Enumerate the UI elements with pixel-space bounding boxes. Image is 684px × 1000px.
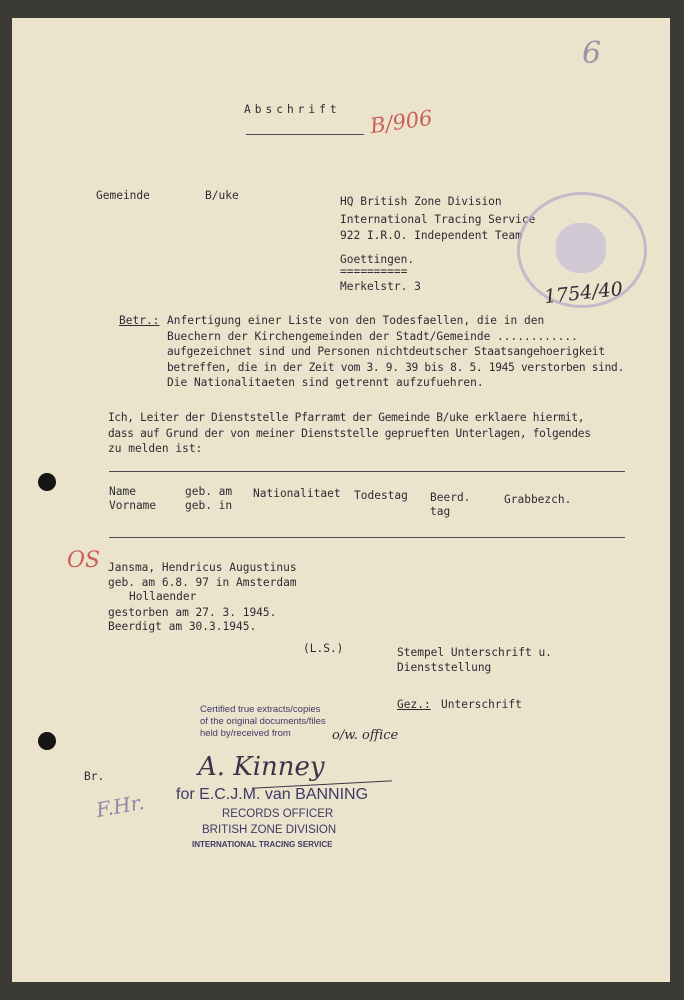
table-bottom-rule [109,537,625,538]
addressee-line-1: HQ British Zone Division [340,195,502,208]
column-header-nationalitaet: Nationalitaet [253,487,341,500]
subject-line-1: Anfertigung einer Liste von den Todesfaellen, die in den [167,314,545,327]
title-underline [246,134,364,135]
addressee-line-3: 922 I.R.O. Independent Team [340,229,522,242]
column-header-beerd: Beerd. [430,491,471,504]
column-header-name: Name [109,485,136,498]
addressee-city-underline: ========== [340,265,408,278]
certification-line-2: of the original documents/files [200,716,326,727]
officer-service: INTERNATIONAL TRACING SERVICE [192,840,333,849]
officer-for-line: for E.C.J.M. van BANNING [176,786,369,803]
stamp-crest-icon [556,223,606,273]
addressee-street: Merkelstr. 3 [340,280,421,293]
subject-line-5: Die Nationalitaeten sind getrennt aufzufuehren. [167,376,484,389]
punch-hole-top [38,473,56,491]
signed-label: Gez.: [397,698,431,711]
signed-value: Unterschrift [441,698,522,711]
subject-label: Betr.: [119,314,160,327]
declaration-line-3: zu melden ist: [108,442,203,455]
entry-nationality: Hollaender [129,590,197,603]
entry-buried: Beerdigt am 30.3.1945. [108,620,257,633]
ls-placeholder: (L.S.) [303,642,344,655]
handwritten-reference: B/906 [368,105,434,139]
declaration-line-1: Ich, Leiter der Dienststelle Pfarramt der Gemeinde B/uke erklaere hiermit, [108,411,585,424]
certification-line-1: Certified true extracts/copies [200,704,321,715]
declaration-line-2: dass auf Grund der von meiner Dienststelle geprueften Unterlagen, folgendes [108,427,591,440]
column-header-geb-in: geb. in [185,499,233,512]
municipality-value: B/uke [205,189,239,202]
municipality-label: Gemeinde [96,189,150,202]
document-title: Abschrift [244,103,341,116]
addressee-line-2: International Tracing Service [340,213,536,226]
column-header-tag: tag [430,505,451,518]
certification-line-3: held by/received from [200,728,291,739]
certification-source-handwritten: o/w. office [332,728,399,743]
document-page [12,18,670,982]
entry-birth: geb. am 6.8. 97 in Amsterdam [108,576,297,589]
sheet-number: 1754/40 [543,277,624,309]
punch-hole-bottom [38,732,56,750]
officer-handwritten-signature: A. Kinney [198,752,325,782]
stamp-instruction-line-1: Stempel Unterschrift u. [397,646,552,659]
subject-line-4: betreffen, die in der Zeit vom 3. 9. 39 bis 8. 5. 1945 verstorben sind. [167,361,624,374]
column-header-todestag: Todestag [354,489,408,502]
column-header-vorname: Vorname [109,499,157,512]
page-number-pencil: 6 [582,36,602,71]
subject-line-3: aufgezeichnet sind und Personen nichtdeutscher Staatsangehoerigkeit [167,345,605,358]
subject-line-2: Buechern der Kirchengemeinden der Stadt/Gemeinde ............ [167,330,578,343]
entry-name: Jansma, Hendricus Augustinus [108,561,297,574]
initials-handwritten: F.Hr. [94,789,146,823]
officer-division: BRITISH ZONE DIVISION [202,824,337,836]
entry-died: gestorben am 27. 3. 1945. [108,606,277,619]
stamp-instruction-line-2: Dienststellung [397,661,492,674]
officer-title: RECORDS OFFICER [222,808,334,820]
br-label: Br. [84,770,105,783]
red-pencil-mark: OS [67,548,101,573]
column-header-geb-am: geb. am [185,485,233,498]
table-top-rule [109,471,625,472]
column-header-grabbezeichnung: Grabbezch. [504,493,572,506]
addressee-city: Goettingen. [340,253,415,266]
